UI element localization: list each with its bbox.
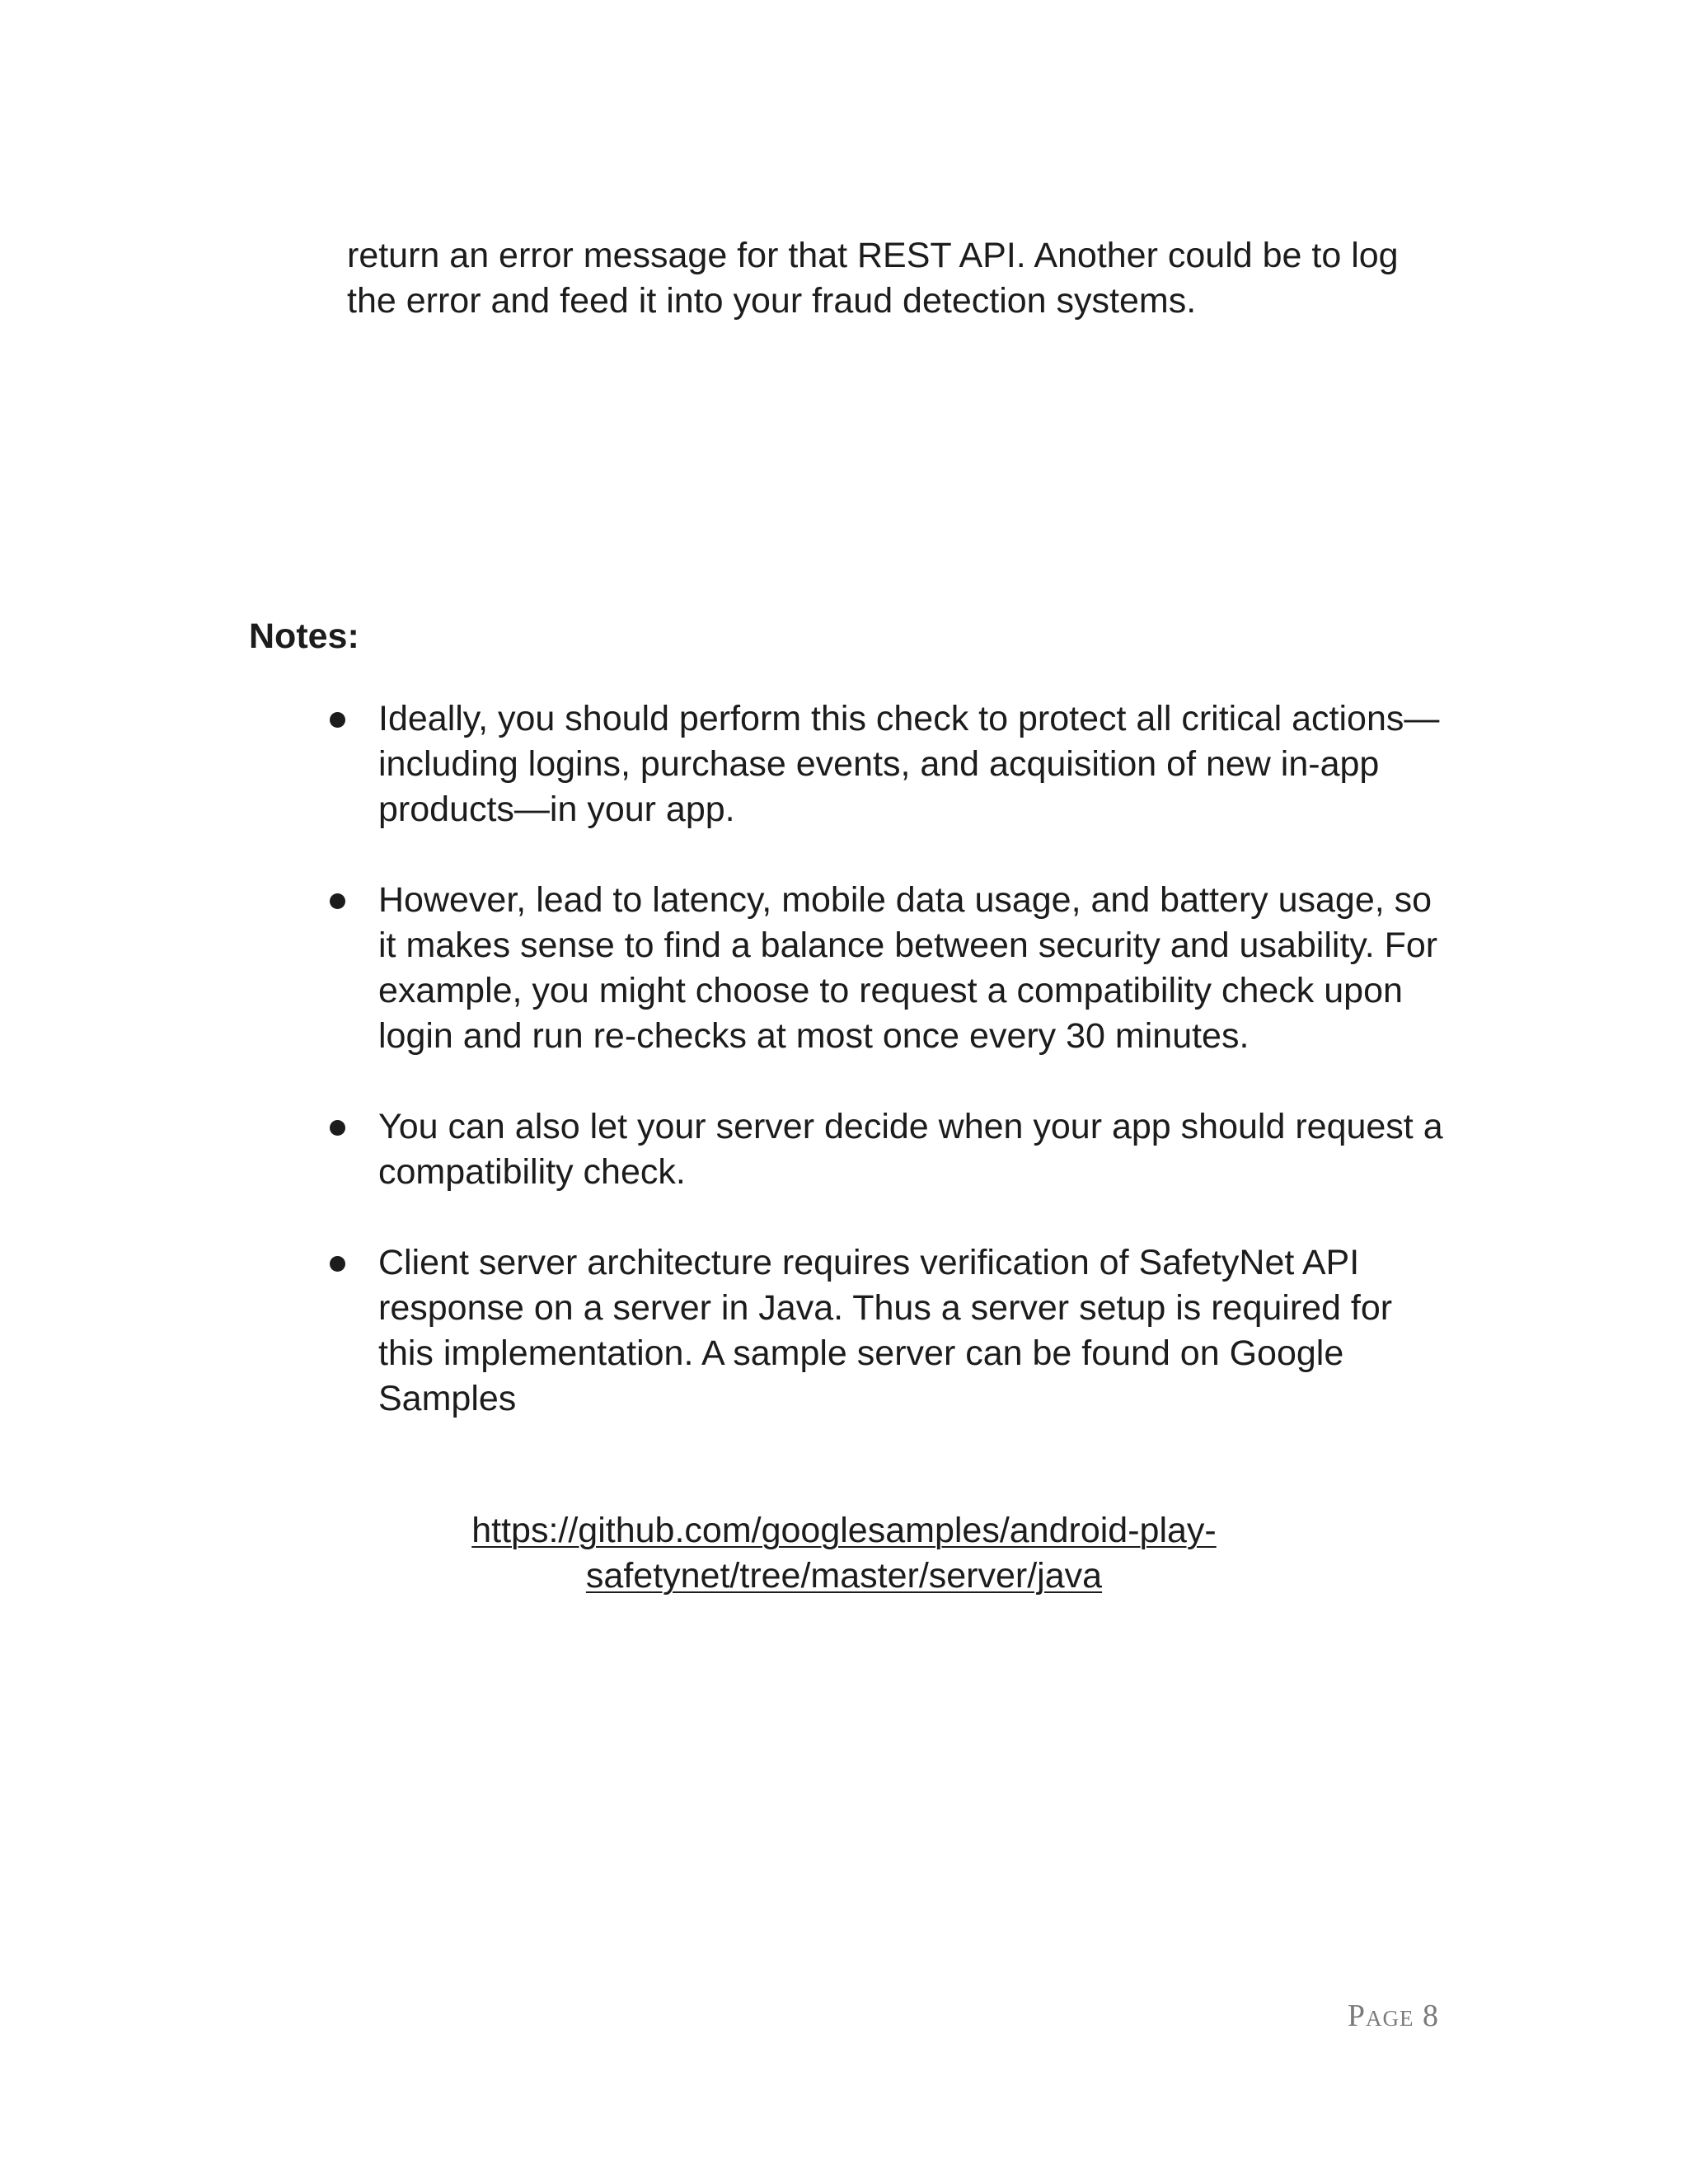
intro-paragraph: return an error message for that REST API. Another could be to log the error and feed it into your fraud detection systems. xyxy=(347,236,1399,321)
list-item xyxy=(0,1240,1450,1422)
notes-heading: Notes: xyxy=(249,616,359,656)
bullet-icon xyxy=(330,1120,345,1136)
notes-list xyxy=(0,696,1688,1467)
list-item-text: Client server architecture requires verification of SafetyNet API response on a server in Java. Thus a server setup is required for this implementation. A sample server can be found on Google Samples xyxy=(378,1243,1393,1418)
list-item-text: You can also let your server decide when your app should request a compatibility check. xyxy=(378,1107,1443,1192)
bullet-icon xyxy=(330,893,345,909)
list-item-text: Ideally, you should perform this check to protect all critical actions—including logins, purchase events, and acquisition of new in-app products—in your app. xyxy=(378,699,1440,829)
page-number: Page 8 xyxy=(1347,1999,1439,2033)
sample-server-link-block xyxy=(243,1508,1445,1599)
bullet-icon xyxy=(330,712,345,728)
list-item xyxy=(0,878,1450,1059)
sample-server-link[interactable]: https://github.com/googlesamples/android-play-safetynet/tree/master/server/java xyxy=(471,1511,1217,1596)
list-item-text: However, lead to latency, mobile data usage, and battery usage, so it makes sense to find a balance between security and usability. For example, you might choose to request a compatibility check upon login and run re-checks at most once every 30 minutes. xyxy=(378,880,1438,1056)
list-item xyxy=(0,696,1450,832)
bullet-icon xyxy=(330,1256,345,1272)
list-item xyxy=(0,1104,1450,1195)
